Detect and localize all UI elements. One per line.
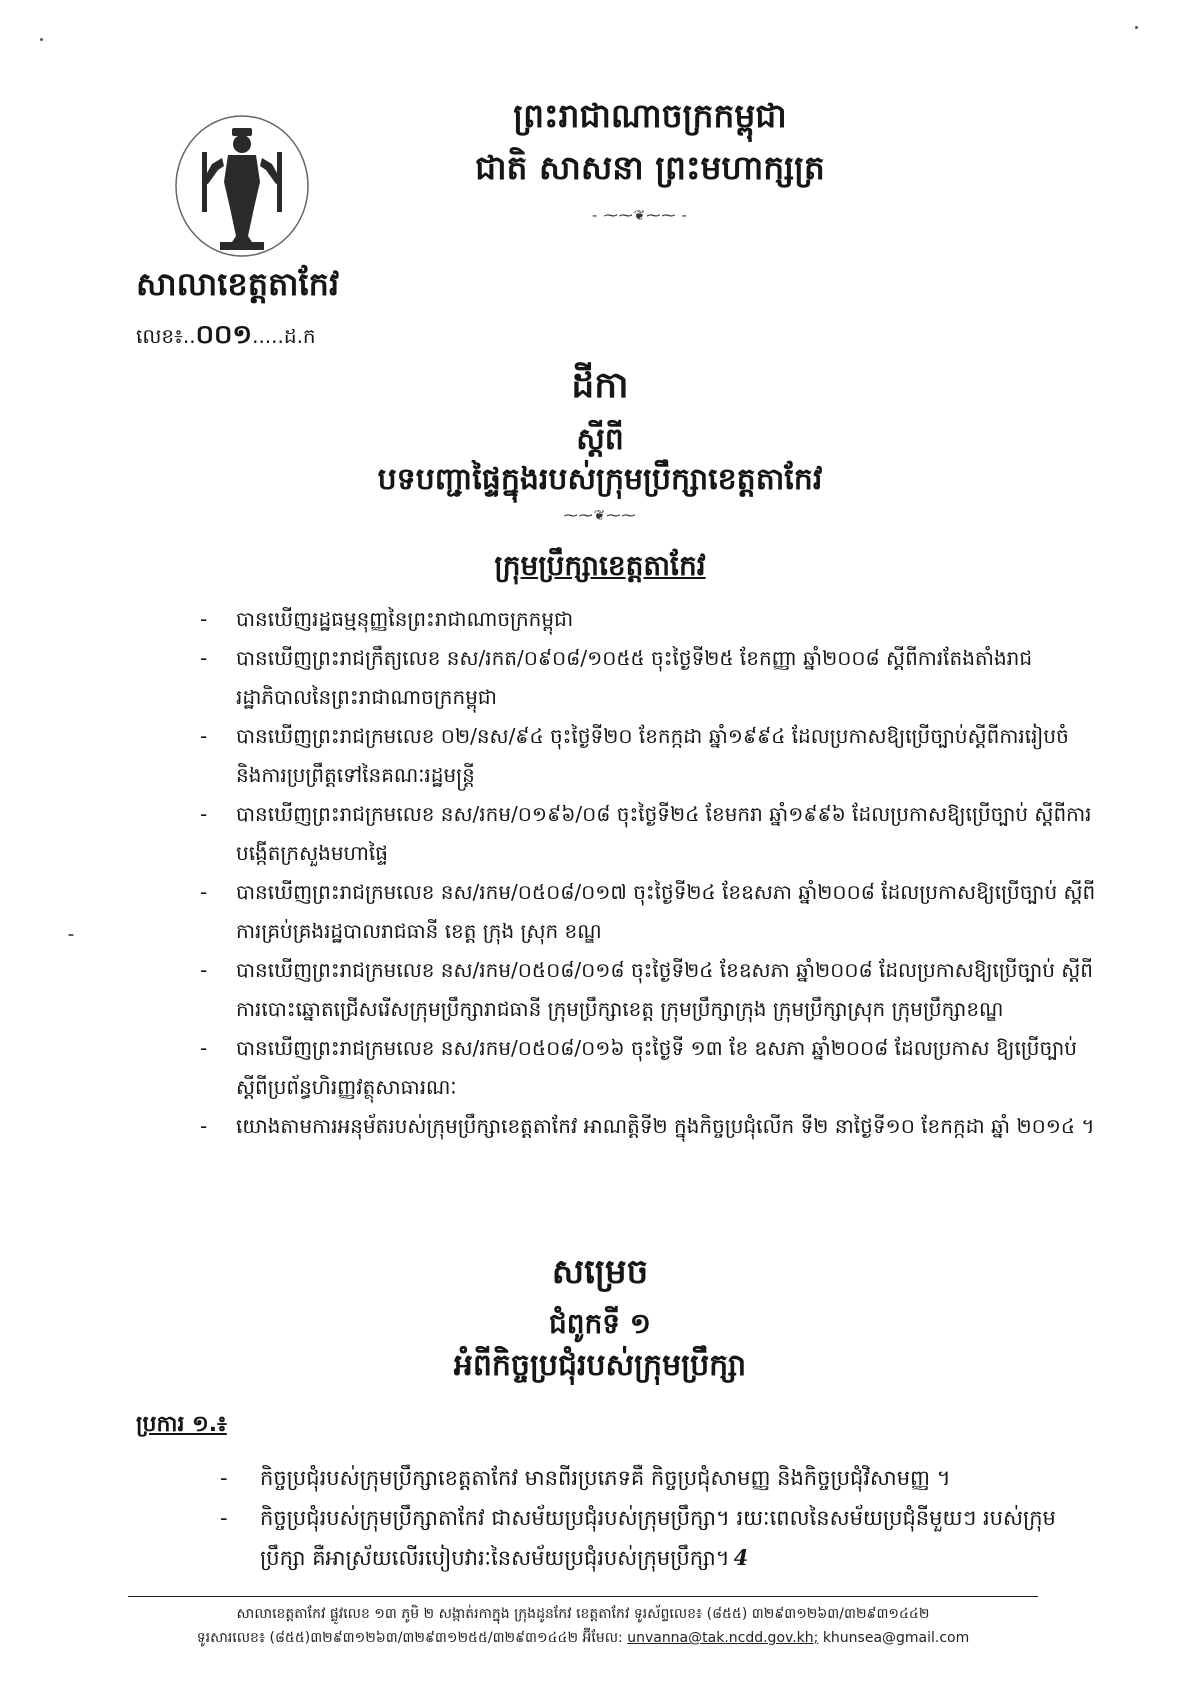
reference-number [136,318,316,356]
about-label: ស្តីពី [576,422,624,457]
reference-label: លេខ៖.. [136,324,196,348]
footer-email-secondary[interactable]: khunsea@gmail.com [822,1630,970,1646]
reference-value: ០០១ [195,320,253,350]
decision-heading: សម្រេច [551,1252,649,1292]
visa-text: បានឃើញព្រះរាជក្រមលេខ នស/រកម/០៥០៨/០១៧ ចុះថ្ងៃទី២៤ ខែឧសភា ឆ្នាំ២០០៨ ដែលប្រកាសឱ្យប្រើច្បាប់ ស្តីពីការគ្រប់គ្រងរដ្ឋបាលរាជធានី ខេត្ត ក្រុង ស្រុក ខណ្ឌ [236,880,1096,943]
footer-contact [128,1628,1038,1649]
visa-text: បានឃើញព្រះរាជក្រមលេខ នស/រកម/០៥០៨/០១៨ ចុះថ្ងៃទី២៤ ខែឧសភា ឆ្នាំ២០០៨ ដែលប្រកាសឱ្យប្រើច្បាប់ ស្តីពីការបោះឆ្នោតជ្រើសរើសក្រុមប្រឹក្សារាជធានី ក្រុមប្រឹក្សាខេត្ត ក្រុមប្រឹក្សាក្រុង ក្រុមប្រឹក្សាស្រុក ក្រុមប្រឹក្សាខណ្ឌ [236,958,1093,1021]
visa-text: យោងតាមការអនុម័តរបស់ក្រុមប្រឹក្សាខេត្តតាកែវ អាណត្តិទី២ ក្នុងកិច្ចប្រជុំលើក ទី២ នាថ្ងៃទី១០ ខែកក្កដា ឆ្នាំ ២០១៤ ។ [236,1114,1095,1138]
visa-item: - យោងតាមការអនុម័តរបស់ក្រុមប្រឹក្សាខេត្តតាកែវ អាណត្តិទី២ ក្នុងកិច្ចប្រជុំលើក ទី២ នាថ្ងៃទី១០ ខែកក្កដា ឆ្នាំ ២០១៤ ។ [200,1114,1095,1138]
ornament-divider: - ⁓⁓❦⁓⁓ - [592,208,688,224]
kingdom-name: ព្រះរាជាណាចក្រកម្ពុជា [513,96,787,135]
visa-item: - បានឃើញព្រះរាជក្រមលេខ នស/រកម/០១៩៦/០៨ ចុះថ្ងៃទី២៤ ខែមករា ឆ្នាំ១៩៩៦ ដែលប្រកាសឱ្យប្រើច្បាប់ ស្តីពីការបង្កើតក្រសួងមហាផ្ទៃ [200,802,1092,865]
scan-speck [40,38,43,41]
document-subject: បទបញ្ជាផ្ទៃក្នុងរបស់ក្រុមប្រឹក្សាខេត្តតាកែវ [377,462,823,497]
article-text: កិច្ចប្រជុំរបស់ក្រុមប្រឹក្សាតាកែវ ជាសម័យប្រជុំរបស់ក្រុមប្រឹក្សា។ រយៈពេលនៃសម័យប្រជុំនីមួយៗ របស់ក្រុមប្រឹក្សា គឺអាស្រ័យលើរបៀបវារៈនៃសម័យប្រជុំរបស់ក្រុមប្រឹក្សា។ [260,1506,1056,1570]
article-heading: ប្រការ ១.៖ [136,1412,227,1437]
provincial-seal-icon [172,112,312,260]
footer-fax: ទូរសារលេខ៖ (៨៥៥)៣២៩៣១២៦៣/៣២៩៣១២៥៥/៣២៩៣១៤៤២ អ៊ីមែល: [196,1630,623,1646]
visa-text: បានឃើញព្រះរាជក្រមលេខ នស/រកម/០៥០៨/០១៦ ចុះថ្ងៃទី ១៣ ខែ ឧសភា ឆ្នាំ២០០៨ ដែលប្រកាស ឱ្យប្រើច្បាប់ស្តីពីប្រព័ន្ធហិរញ្ញវត្ថុសាធារណៈ [236,1036,1077,1099]
footer-address: សាលាខេត្តតាកែវ ផ្លូវលេខ ១៣ ភូមិ ២ សង្កាត់រកាក្នុង ក្រុងដូនកែវ ខេត្តតាកែវ ទូរស័ព្ទលេខ៖ (៨៥៥) ៣២៩៣១២៦៣/៣២៩៣១៤៤២ [236,1606,930,1622]
visa-text: បានឃើញព្រះរាជក្រមលេខ ០២/នស/៩៤ ចុះថ្ងៃទី២០ ខែកក្កដា ឆ្នាំ១៩៩៤ ដែលប្រកាសឱ្យប្រើច្បាប់ស្តីពីការរៀបចំ និងការប្រព្រឹត្តទៅនៃគណៈរដ្ឋមន្ត្រី [236,724,1069,787]
scan-speck [68,934,74,936]
visa-text: បានឃើញរដ្ឋធម្មនុញ្ញនៃព្រះរាជាណាចក្រកម្ពុជា [236,607,574,631]
article-text: កិច្ចប្រជុំរបស់ក្រុមប្រឹក្សាខេត្តតាកែវ មានពីរប្រភេទគឺ កិច្ចប្រជុំសាមញ្ញ និងកិច្ចប្រជុំវិសាមញ្ញ ។ [260,1466,951,1490]
national-motto: ជាតិ សាសនា ព្រះមហាក្សត្រ [475,148,825,187]
article-item: - កិច្ចប្រជុំរបស់ក្រុមប្រឹក្សាខេត្តតាកែវ មានពីរប្រភេទគឺ កិច្ចប្រជុំសាមញ្ញ និងកិច្ចប្រជុំវិសាមញ្ញ ។ [220,1466,951,1490]
visa-list [200,600,1100,1146]
scan-speck [1135,26,1138,29]
footer-divider [128,1596,1038,1597]
article-item: - កិច្ចប្រជុំរបស់ក្រុមប្រឹក្សាតាកែវ ជាសម័យប្រជុំរបស់ក្រុមប្រឹក្សា។ រយៈពេលនៃសម័យប្រជុំនីមួយៗ របស់ក្រុមប្រឹក្សា គឺអាស្រ័យលើរបៀបវារៈនៃសម័យប្រជុំរបស់ក្រុមប្រឹក្សា។ 4 [220,1506,1056,1570]
issuing-authority: សាលាខេត្តតាកែវ [136,265,340,303]
ornament-divider: ⁓⁓❦⁓⁓ [563,508,637,524]
visa-item: - បានឃើញព្រះរាជក្រមលេខ នស/រកម/០៥០៨/០១៧ ចុះថ្ងៃទី២៤ ខែឧសភា ឆ្នាំ២០០៨ ដែលប្រកាសឱ្យប្រើច្បាប់ ស្តីពីការគ្រប់គ្រងរដ្ឋបាលរាជធានី ខេត្ត ក្រុង ស្រុក ខណ្ឌ [200,880,1096,943]
visa-item: - បានឃើញព្រះរាជក្រមលេខ នស/រកម/០៥០៨/០១៦ ចុះថ្ងៃទី ១៣ ខែ ឧសភា ឆ្នាំ២០០៨ ដែលប្រកាស ឱ្យប្រើច្បាប់ស្តីពីប្រព័ន្ធហិរញ្ញវត្ថុសាធារណៈ [200,1036,1077,1099]
visa-text: បានឃើញព្រះរាជក្រមលេខ នស/រកម/០១៩៦/០៨ ចុះថ្ងៃទី២៤ ខែមករា ឆ្នាំ១៩៩៦ ដែលប្រកាសឱ្យប្រើច្បាប់ ស្តីពីការបង្កើតក្រសួងមហាផ្ទៃ [236,802,1092,865]
footer-email-link[interactable]: unvanna@tak.ncdd.gov.kh; [627,1630,819,1646]
document-type-title: ដីកា [571,365,629,406]
visa-item: - បានឃើញព្រះរាជក្រឹត្យលេខ នស/រកត/០៩០៨/១០៥៥ ចុះថ្ងៃទី២៥ ខែកញ្ញា ឆ្នាំ២០០៨ ស្តីពីការតែងតាំងរាជរដ្ឋាភិបាលនៃព្រះរាជាណាចក្រកម្ពុជា [200,646,1033,709]
visa-item: - បានឃើញព្រះរាជក្រមលេខ នស/រកម/០៥០៨/០១៨ ចុះថ្ងៃទី២៤ ខែឧសភា ឆ្នាំ២០០៨ ដែលប្រកាសឱ្យប្រើច្បាប់ ស្តីពីការបោះឆ្នោតជ្រើសរើសក្រុមប្រឹក្សារាជធានី ក្រុមប្រឹក្សាខេត្ត ក្រុមប្រឹក្សាក្រុង ក្រុមប្រឹក្សាស្រុក ក្រុមប្រឹក្សាខណ្ឌ [200,958,1093,1021]
chapter-number: ជំពូកទី ១ [548,1307,652,1340]
handwritten-initial: 4 [733,1545,749,1570]
article-items [220,1458,1100,1578]
visa-item: - បានឃើញរដ្ឋធម្មនុញ្ញនៃព្រះរាជាណាចក្រកម្ពុជា [200,607,574,631]
reference-suffix: .....ដ.ក [252,324,316,348]
council-heading: ក្រុមប្រឹក្សាខេត្តតាកែវ [494,549,706,582]
chapter-title: អំពីកិច្ចប្រជុំរបស់ក្រុមប្រឹក្សា [453,1348,747,1383]
visa-item: - បានឃើញព្រះរាជក្រមលេខ ០២/នស/៩៤ ចុះថ្ងៃទី២០ ខែកក្កដា ឆ្នាំ១៩៩៤ ដែលប្រកាសឱ្យប្រើច្បាប់ស្តីពីការរៀបចំ និងការប្រព្រឹត្តទៅនៃគណៈរដ្ឋមន្ត្រី [200,724,1069,787]
visa-text: បានឃើញព្រះរាជក្រឹត្យលេខ នស/រកត/០៩០៨/១០៥៥ ចុះថ្ងៃទី២៥ ខែកញ្ញា ឆ្នាំ២០០៨ ស្តីពីការតែងតាំងរាជរដ្ឋាភិបាលនៃព្រះរាជាណាចក្រកម្ពុជា [236,646,1033,709]
